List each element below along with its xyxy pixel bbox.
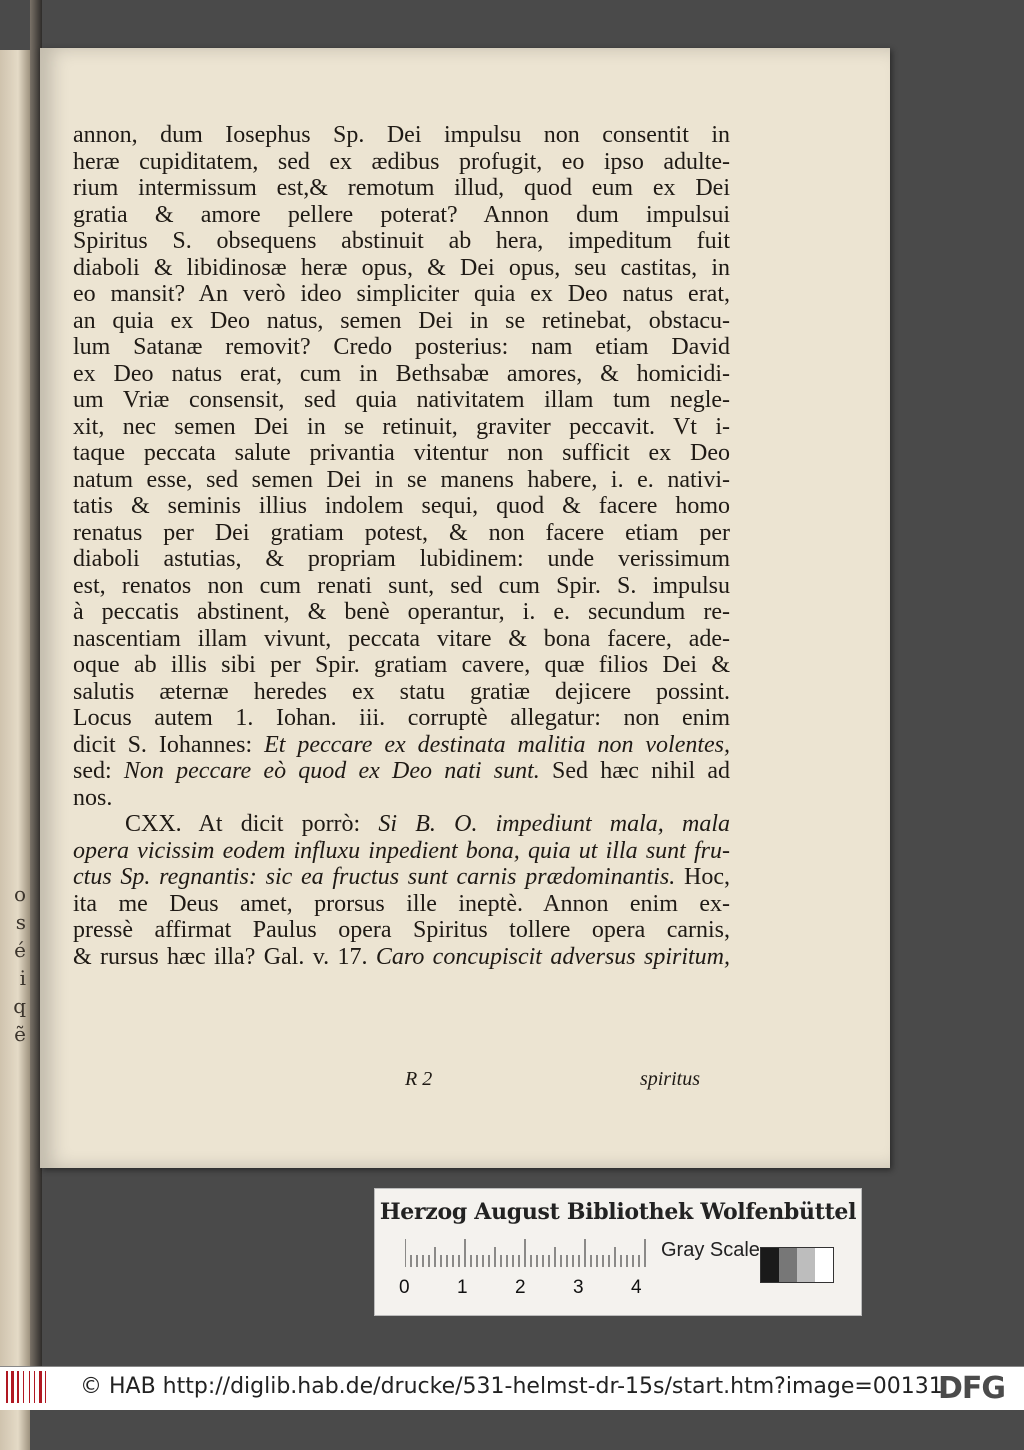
- quote-line: [73, 732, 730, 759]
- edge-char: ẽ: [14, 1022, 26, 1046]
- left-page-edge: [0, 50, 30, 1450]
- text-line: an quia ex Deo natus, semen Dei in se retinebat, obstacu-: [73, 307, 730, 334]
- para2-italic: Si B. O. impediunt mala, mala: [378, 811, 730, 837]
- para2-line-4: ita me Deus amet, prorsus ille ineptè. Annon enim ex-: [73, 890, 730, 917]
- para2-roman: & rursus hæc illa? Gal. v. 17.: [73, 943, 368, 970]
- text-line: tatis & seminis illius indolem sequi, quod & facere homo: [73, 493, 730, 519]
- para2-line-1: [73, 811, 730, 838]
- text-line: oque ab illis sibi per Spir. gratiam cavere, quæ filios Dei &: [73, 652, 730, 678]
- ruler-number: 4: [631, 1277, 642, 1298]
- signature-mark: R 2: [405, 1068, 433, 1090]
- text-line: Spiritus S. obsequens abstinuit ab hera, impeditum fuit: [73, 228, 730, 254]
- text-line: taque peccata salute privantia vitentur non sufficit ex Deo: [73, 440, 730, 466]
- gray-scale-label: Gray Scale: [661, 1239, 760, 1261]
- barcode-icon: [6, 1371, 46, 1403]
- edge-char: é: [14, 938, 26, 962]
- page-text: [73, 122, 730, 970]
- ruler-number: 2: [515, 1277, 526, 1298]
- quote-italic: Et peccare ex destinata malitia non volentes,: [264, 731, 731, 758]
- edge-char: i: [19, 966, 26, 990]
- text-line: est, renatos non cum renati sunt, sed cum Spir. S. impulsu: [73, 572, 730, 599]
- ruler-icon: [405, 1239, 655, 1267]
- gray-swatch: [815, 1248, 833, 1282]
- text-line: Locus autem 1. Iohan. iii. corruptè allegatur: non enim: [73, 705, 730, 731]
- copyright-url[interactable]: © HAB http://diglib.hab.de/drucke/531-helmst-dr-15s/start.htm?image=00131: [80, 1374, 943, 1399]
- text-line: nascentiam illam vivunt, peccata vitare & bona facere, ade-: [73, 625, 730, 652]
- quote-line-3: nos.: [73, 784, 113, 811]
- edge-char: q: [13, 994, 26, 1018]
- book-page: [40, 48, 890, 1168]
- gray-swatch: [779, 1248, 797, 1282]
- para2-line-6: [73, 944, 730, 971]
- text-line: natum esse, sed semen Dei in se manens habere, i. e. nativi-: [73, 466, 730, 493]
- text-line: heræ cupiditatem, sed ex ædibus profugit, eo ipso adulte-: [73, 148, 730, 175]
- para2-line-5: pressè affirmat Paulus opera Spiritus tollere opera carnis,: [73, 917, 730, 943]
- para2-line-3: [73, 864, 730, 891]
- quote-prefix: sed:: [73, 758, 112, 784]
- ruler-number: 1: [457, 1277, 468, 1298]
- footer-bar: [0, 1366, 1024, 1410]
- quote-italic: Non peccare eò quod ex Deo nati sunt.: [123, 758, 540, 784]
- text-line: diaboli astutias, & propriam lubidinem: unde verissimum: [73, 546, 730, 572]
- dfg-logo: DFG: [938, 1371, 1006, 1406]
- text-line: xit, nec semen Dei in se retinuit, graviter peccavit. Vt i-: [73, 413, 730, 440]
- text-line: annon, dum Iosephus Sp. Dei impulsu non consentit in: [73, 122, 730, 148]
- ruler-number: 3: [573, 1277, 584, 1298]
- quote-prefix: dicit S. Iohannes:: [73, 731, 253, 758]
- text-line: à peccatis abstinent, & benè operantur, i. e. secundum re-: [73, 599, 730, 625]
- text-line: ex Deo natus erat, cum in Bethsabæ amores, & homicidi-: [73, 360, 730, 387]
- quote-suffix: Sed hæc nihil ad: [552, 758, 731, 784]
- gray-swatch: [797, 1248, 815, 1282]
- left-page-characters: [2, 880, 26, 1048]
- para2-line-2: opera vicissim eodem influxu inpedient bona, quia ut illa sunt fru-: [73, 837, 730, 864]
- text-line: renatus per Dei gratiam potest, & non facere etiam per: [73, 519, 730, 546]
- page-footer: [405, 1068, 700, 1094]
- text-line: lum Satanæ removit? Credo posterius: nam etiam David: [73, 334, 730, 360]
- edge-char: s: [15, 910, 26, 934]
- text-line: rium intermissum est,& remotum illud, quod eum ex Dei: [73, 175, 730, 201]
- ruler-numbers: [399, 1277, 659, 1301]
- text-line: gratia & amore pellere poterat? Annon dum impulsui: [73, 201, 730, 228]
- para2-italic: Caro concupiscit adversus spiritum,: [375, 943, 731, 970]
- quote-line-2: [73, 758, 730, 785]
- ruler-number: 0: [399, 1277, 410, 1298]
- para2-roman: CXX. At dicit porrò:: [125, 811, 361, 837]
- library-name: Herzog August Bibliothek Wolfenbüttel: [379, 1199, 857, 1225]
- para2-italic: ctus Sp. regnantis: sic ea fructus sunt carnis prædominantis.: [73, 864, 676, 890]
- text-line: salutis æternæ heredes ex statu gratiæ dejicere possint.: [73, 678, 730, 705]
- gray-scale-swatches: [760, 1247, 834, 1283]
- text-line: eo mansit? An verò ideo simpliciter quia ex Deo natus erat,: [73, 281, 730, 307]
- library-color-card: [374, 1188, 862, 1316]
- text-line: diaboli & libidinosæ heræ opus, & Dei opus, seu castitas, in: [73, 254, 730, 281]
- para2-roman: Hoc,: [684, 864, 730, 890]
- edge-char: o: [13, 882, 26, 906]
- catchword: spiritus: [639, 1068, 700, 1090]
- text-line: um Vriæ consensit, sed quia nativitatem illam tum negle-: [73, 387, 730, 413]
- gray-swatch: [761, 1248, 779, 1282]
